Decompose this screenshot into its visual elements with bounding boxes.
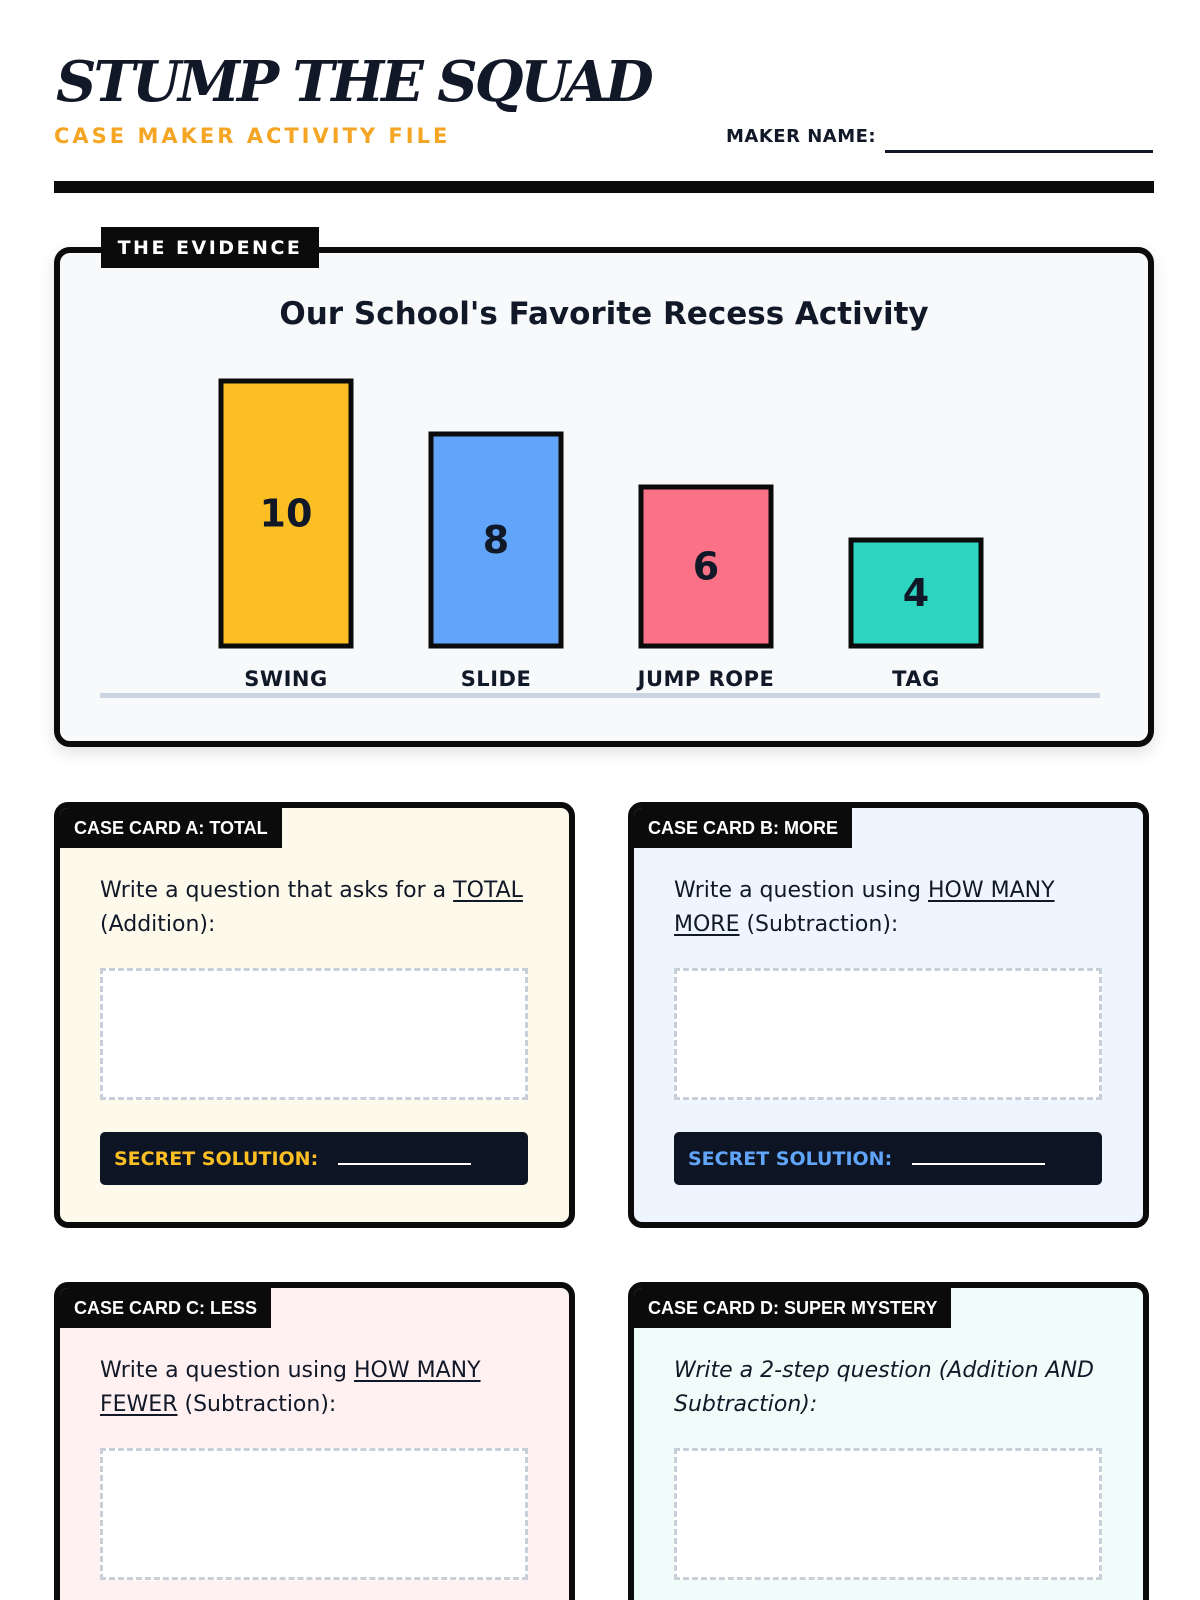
case-card-d-prompt: Write a 2-step question (Addition AND Subtraction): xyxy=(674,1358,1094,1417)
prompt-text: (Addition): xyxy=(100,912,216,937)
chart-baseline xyxy=(100,693,1100,698)
header-divider xyxy=(54,181,1154,193)
evidence-tab: THE EVIDENCE xyxy=(101,227,319,268)
secret-solution-label: SECRET SOLUTION: xyxy=(688,1147,893,1170)
chart-title: Our School's Favorite Recess Activity xyxy=(279,296,929,332)
prompt-text: (Subtraction): xyxy=(177,1392,337,1417)
case-card-a-tab: CASE CARD A: TOTAL xyxy=(60,808,282,848)
prompt-text: Write a question using xyxy=(100,1358,355,1383)
page-subtitle: CASE MAKER ACTIVITY FILE xyxy=(54,124,451,148)
secret-solution-field[interactable] xyxy=(912,1163,1045,1165)
maker-name-label: MAKER NAME: xyxy=(726,126,877,147)
case-card-c-tab: CASE CARD C: LESS xyxy=(60,1288,271,1328)
page-title: STUMP THE SQUAD xyxy=(56,49,651,115)
case-card-c-prompt xyxy=(100,1354,540,1422)
case-card-d xyxy=(628,1282,1149,1600)
secret-solution-field[interactable] xyxy=(338,1163,471,1165)
prompt-keyword: HOW MANY MORE xyxy=(674,878,1055,937)
case-card-b-prompt xyxy=(674,874,1114,942)
category-label-jump-rope: JUMP ROPE xyxy=(637,667,775,691)
bar-value-slide: 8 xyxy=(482,518,510,562)
bar-value-jump-rope: 6 xyxy=(692,544,720,589)
case-card-a-solution-bar xyxy=(100,1132,528,1185)
prompt-text: (Subtraction): xyxy=(739,912,899,937)
prompt-keyword: TOTAL xyxy=(453,878,523,903)
secret-solution-label: SECRET SOLUTION: xyxy=(114,1147,319,1170)
case-card-a-answer-box[interactable] xyxy=(100,968,528,1100)
bar-value-swing: 10 xyxy=(259,491,313,536)
category-label-swing: SWING xyxy=(244,667,328,691)
case-card-c-answer-box[interactable] xyxy=(100,1448,528,1580)
category-label-tag: TAG xyxy=(892,667,940,691)
case-card-d-tab: CASE CARD D: SUPER MYSTERY xyxy=(634,1288,951,1328)
case-card-b-answer-box[interactable] xyxy=(674,968,1102,1100)
prompt-text: Write a question using xyxy=(674,878,929,903)
case-card-c xyxy=(54,1282,575,1600)
case-card-a-prompt xyxy=(100,874,540,942)
case-card-b xyxy=(628,802,1149,1228)
prompt-keyword: HOW MANY FEWER xyxy=(100,1358,481,1417)
maker-name-field[interactable] xyxy=(885,150,1153,153)
bar-value-tag: 4 xyxy=(902,571,930,615)
case-card-b-solution-bar xyxy=(674,1132,1102,1185)
case-card-a xyxy=(54,802,575,1228)
category-label-slide: SLIDE xyxy=(460,667,532,691)
case-card-b-tab: CASE CARD B: MORE xyxy=(634,808,852,848)
prompt-text: Write a question that asks for a xyxy=(100,878,454,903)
case-card-d-answer-box[interactable] xyxy=(674,1448,1102,1580)
